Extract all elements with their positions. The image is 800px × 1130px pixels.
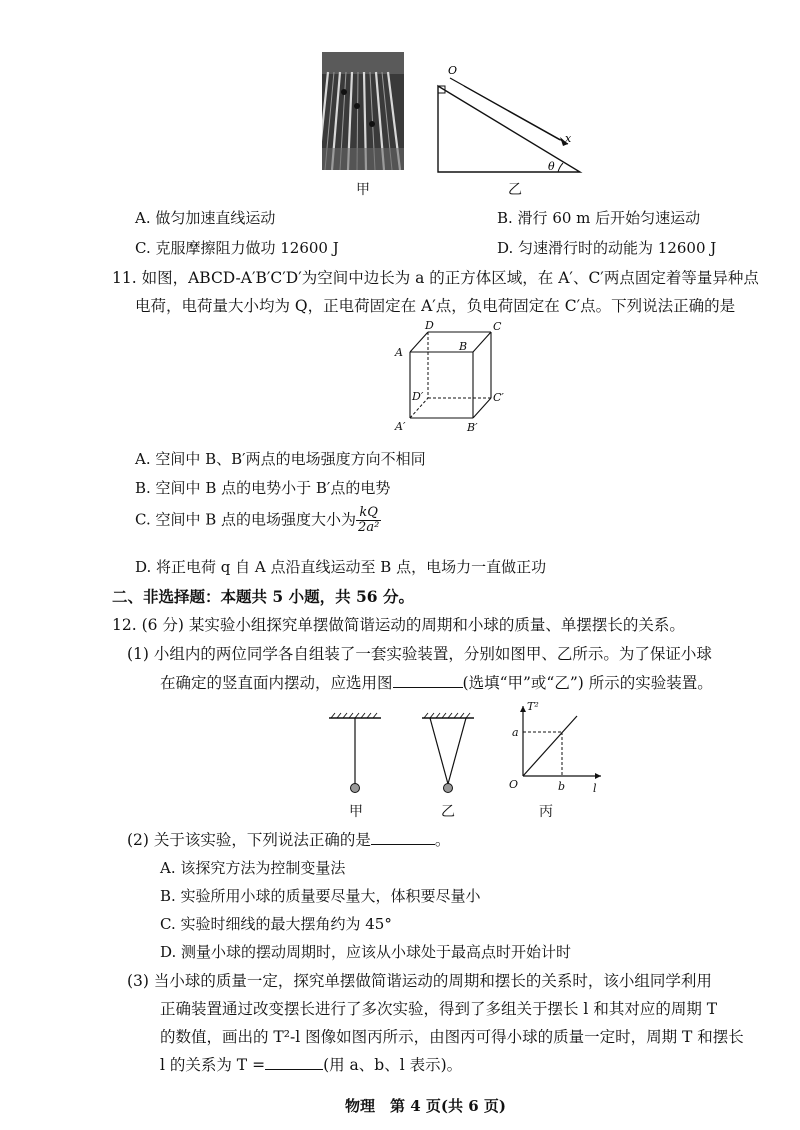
- q12-part1-text-a: 在确定的竖直面内摆动，应选用图: [160, 674, 393, 692]
- q12-fig-yi-label: 乙: [441, 804, 455, 820]
- q10-axis-label: x: [565, 132, 572, 145]
- q12-part3-answer-blank[interactable]: [265, 1055, 323, 1070]
- q12-pendulum-jia: [325, 712, 385, 798]
- graph-y-axis-label: T²: [527, 700, 539, 713]
- q10-fig-yi-label: 乙: [508, 182, 522, 198]
- q12-part3-line3: 的数值，画出的 T²-l 图像如图丙所示，由图丙可得小球的质量一定时，周期 T 和摆长: [160, 1028, 744, 1046]
- cube-label-c1: C′: [493, 391, 504, 404]
- q11-option-d: D. 将正电荷 q 自 A 点沿直线运动至 B 点，电场力一直做正功: [135, 558, 547, 576]
- q10-option-c: C. 克服摩擦阻力做功 12600 J: [135, 239, 339, 257]
- q10-option-a: A. 做匀加速直线运动: [135, 209, 276, 227]
- graph-b-tick: b: [558, 780, 566, 793]
- q12-graph-bing: [505, 700, 605, 800]
- q11-option-c-text: C. 空间中 B 点的电场强度大小为: [135, 510, 357, 529]
- cube-label-a1: A′: [395, 420, 406, 433]
- q12-part3-text-b: (用 a、b、l 表示)。: [323, 1056, 463, 1074]
- cube-label-b1: B′: [467, 421, 478, 434]
- graph-origin-label: O: [509, 778, 519, 791]
- cube-label-c: C: [493, 320, 502, 333]
- q10-option-b: B. 滑行 60 m 后开始匀速运动: [497, 209, 701, 227]
- q11-option-a: A. 空间中 B、B′两点的电场强度方向不相同: [135, 450, 426, 468]
- q12-part2-option-a: A. 该探究方法为控制变量法: [160, 859, 346, 877]
- q12-part2-text-a: (2) 关于该实验，下列说法正确的是: [127, 831, 371, 849]
- q12-part3-line4: [160, 1053, 462, 1075]
- q10-photo-jia: [322, 52, 404, 170]
- q12-part2-option-c: C. 实验时细线的最大摆角约为 45°: [160, 915, 392, 933]
- page-footer: 物理 第 4 页(共 6 页): [345, 1097, 506, 1115]
- q12-part1-answer-blank[interactable]: [393, 673, 463, 688]
- q12-part2-option-b: B. 实验所用小球的质量要尽量大，体积要尽量小: [160, 887, 481, 905]
- cube-label-d1: D′: [412, 390, 424, 403]
- q12-fig-bing-label: 丙: [539, 804, 553, 820]
- q12-part2-text-b: 。: [434, 831, 451, 849]
- q11-option-c: [135, 506, 381, 535]
- q12-part1-line1: (1) 小组内的两位同学各自组装了一套实验装置，分别如图甲、乙所示。为了保证小球: [127, 645, 712, 663]
- q12-fig-jia-label: 甲: [349, 804, 363, 820]
- q11-cube-diagram: [385, 318, 525, 436]
- cube-label-d: D: [425, 319, 434, 332]
- q10-option-d: D. 匀速滑行时的动能为 12600 J: [497, 239, 717, 257]
- graph-x-axis-label: l: [593, 782, 597, 795]
- graph-a-tick: a: [512, 726, 519, 739]
- q12-part2-option-d: D. 测量小球的摆动周期时，应该从小球处于最高点时开始计时: [160, 943, 572, 961]
- q11-fraction-denominator: 2a²: [358, 520, 380, 535]
- q10-incline-diagram: [430, 60, 590, 180]
- section2-title: 二、非选择题：本题共 5 小题，共 56 分。: [112, 587, 414, 606]
- q12-part2-answer-blank[interactable]: [371, 830, 435, 845]
- q11-stem-line1: 11. 如图，ABCD-A′B′C′D′为空间中边长为 a 的正方体区域，在 A′、C′两点固定着等量异种点: [112, 269, 759, 287]
- q12-part1-line2: [160, 671, 713, 693]
- q12-part2-stem: [127, 828, 450, 850]
- q12-part1-text-b: (选填“甲”或“乙”) 所示的实验装置。: [462, 674, 713, 692]
- cube-label-b: B: [459, 340, 468, 353]
- q11-fraction-numerator: kQ: [356, 506, 381, 521]
- q12-pendulum-yi: [418, 712, 478, 798]
- q10-angle-label: θ: [548, 160, 555, 173]
- cube-label-a: A: [395, 346, 403, 359]
- q10-fig-jia-label: 甲: [356, 182, 370, 198]
- q12-stem: 12. (6 分) 某实验小组探究单摆做简谐运动的周期和小球的质量、单摆摆长的关系。: [112, 616, 685, 634]
- q11-option-b: B. 空间中 B 点的电势小于 B′点的电势: [135, 479, 391, 497]
- q11-stem-line2: 电荷，电荷量大小均为 Q，正电荷固定在 A′点，负电荷固定在 C′点。下列说法正确的是: [135, 297, 736, 315]
- q12-part3-line2: 正确装置通过改变摆长进行了多次实验，得到了多组关于摆长 l 和其对应的周期 T: [160, 1000, 718, 1018]
- q12-part3-line1: (3) 当小球的质量一定，探究单摆做简谐运动的周期和摆长的关系时，该小组同学利用: [127, 972, 712, 990]
- q10-origin-label: O: [448, 64, 458, 77]
- q12-part3-text-a: l 的关系为 T =: [160, 1056, 266, 1074]
- q11-option-c-fraction: [356, 506, 381, 535]
